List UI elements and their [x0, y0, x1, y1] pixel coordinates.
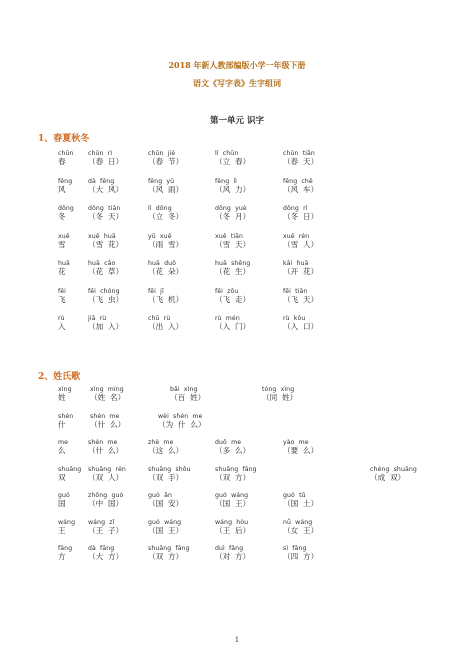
character-entry [58, 386, 72, 403]
hanzi: 姓 [58, 393, 66, 402]
pinyin: guó wáng [215, 492, 249, 499]
pinyin: lì dōng [148, 205, 172, 212]
pinyin: chéng shuāng [370, 465, 417, 473]
word-entry [148, 178, 183, 195]
word-entry [283, 439, 318, 456]
hanzi: （春 天） [283, 157, 319, 166]
hanzi: 入 [58, 322, 66, 331]
word-entry [283, 205, 318, 222]
page-number: 1 [234, 636, 240, 644]
hanzi: （入 门） [215, 322, 251, 331]
word-entry [148, 150, 183, 167]
word-entry [283, 178, 318, 195]
hanzi: （入 口） [283, 322, 319, 331]
pinyin: guó tǔ [283, 492, 306, 499]
word-entry [283, 233, 318, 250]
pinyin: rù mén [215, 315, 240, 322]
pinyin: xuě [58, 232, 70, 240]
pinyin: rù [58, 315, 65, 322]
hanzi: 风 [58, 184, 66, 194]
pinyin: zhè me [148, 439, 174, 446]
hanzi: （花 草） [88, 267, 124, 276]
hanzi: （春 节） [148, 157, 184, 166]
pinyin: fēng chē [283, 177, 313, 185]
word-entry [215, 178, 250, 195]
word-entry [215, 288, 250, 305]
pinyin: zhōng guó [88, 492, 124, 499]
hanzi: （雪 花） [88, 239, 124, 249]
hanzi: （什 么） [88, 446, 124, 455]
hanzi: （冬 天） [88, 212, 124, 221]
section-title: 1、春夏秋冬 [38, 134, 90, 144]
hanzi: （国 王） [148, 525, 184, 535]
hanzi: （国 土） [283, 499, 319, 508]
hanzi: （飞 虫） [88, 294, 124, 304]
word-entry [283, 545, 318, 562]
word-entry [88, 492, 123, 509]
hanzi: （风 雨） [148, 184, 184, 194]
pinyin: xuě huā [88, 232, 116, 240]
character-entry [58, 519, 75, 536]
word-entry [88, 260, 123, 277]
hanzi: （姓 名） [90, 393, 126, 402]
pinyin: fēi chóng [88, 287, 120, 295]
word-entry [215, 233, 250, 250]
pinyin: dōng rì [283, 205, 308, 212]
word-entry [88, 288, 123, 305]
section-title: 2、姓氏歌 [38, 372, 81, 382]
pinyin: shén me [88, 439, 118, 446]
pinyin: huā duǒ [148, 260, 177, 267]
pinyin: shuāng [58, 465, 82, 473]
hanzi: 么 [58, 446, 66, 455]
character-entry [58, 233, 70, 250]
pinyin: chūn [58, 150, 74, 157]
word-entry [215, 150, 250, 167]
hanzi: 雪 [58, 239, 66, 249]
unit-title: 第一单元 识字 [210, 116, 264, 126]
word-entry [215, 466, 257, 483]
word-entry [88, 545, 123, 562]
word-entry [370, 466, 417, 483]
pinyin: lì chūn [215, 150, 239, 157]
hanzi: 王 [58, 525, 66, 535]
hanzi: （雨 雪） [148, 239, 184, 249]
hanzi: （冬 日） [283, 212, 319, 221]
hanzi: （风 车） [283, 184, 319, 194]
hanzi: （百 姓） [170, 393, 206, 402]
pinyin: fēi [58, 287, 67, 295]
pinyin: jiā rù [88, 315, 107, 322]
character-entry [58, 545, 72, 562]
pinyin: fēi tiān [283, 287, 308, 295]
pinyin: huā [58, 260, 70, 267]
word-entry [88, 466, 126, 483]
word-entry [148, 260, 183, 277]
character-entry [58, 205, 74, 222]
pinyin: fāng [58, 545, 73, 552]
hanzi: （国 安） [148, 499, 184, 508]
hanzi: 春 [58, 157, 66, 166]
hanzi: （对 方） [215, 552, 251, 561]
character-entry [58, 492, 70, 509]
hanzi: （加 入） [88, 322, 124, 331]
word-entry [215, 545, 250, 562]
word-entry [215, 260, 250, 277]
hanzi: （飞 走） [215, 294, 251, 304]
pinyin: huā cǎo [88, 260, 116, 267]
hanzi: （雪 天） [215, 239, 251, 249]
word-entry [215, 519, 250, 536]
word-entry [148, 492, 183, 509]
pinyin: shuāng fāng [148, 545, 190, 552]
character-entry [58, 439, 68, 456]
hanzi: （立 春） [215, 157, 251, 166]
hanzi: （雪 人） [283, 239, 319, 249]
hanzi: （同 姓） [262, 393, 298, 402]
word-entry [90, 413, 125, 430]
pinyin: sì fāng [283, 545, 307, 552]
hanzi: 什 [58, 419, 66, 429]
hanzi: 国 [58, 499, 66, 508]
pinyin: wáng [58, 518, 76, 526]
pinyin: shén [58, 412, 74, 420]
pinyin: bǎi xìng [170, 386, 198, 393]
pinyin: nǚ wáng [283, 518, 313, 526]
pinyin: shén me [90, 412, 120, 420]
word-entry [90, 386, 125, 403]
pinyin: guó wáng [148, 518, 182, 526]
word-entry [283, 288, 318, 305]
word-entry [88, 150, 123, 167]
pinyin: guó ān [148, 492, 172, 499]
word-entry [215, 439, 250, 456]
pinyin: fēi jī [148, 287, 164, 295]
hanzi: （大 风） [88, 184, 124, 194]
hanzi: （双 方） [148, 552, 184, 561]
hanzi: （冬 月） [215, 212, 251, 221]
hanzi: （为 什 么） [158, 419, 206, 429]
pinyin: shuāng fāng [215, 465, 257, 473]
hanzi: （什 么） [90, 419, 126, 429]
pinyin: guó [58, 492, 70, 499]
hanzi: （双 方） [215, 472, 251, 482]
character-entry [58, 150, 74, 167]
word-entry [88, 315, 123, 332]
hanzi: （多 么） [215, 446, 251, 455]
pinyin: dōng yuè [215, 205, 247, 212]
word-entry [148, 466, 191, 483]
word-entry [148, 545, 190, 562]
hanzi: 双 [58, 472, 66, 482]
pinyin: xuě tiān [215, 232, 244, 240]
pinyin: dà fēng [88, 177, 115, 185]
pinyin: fēi zǒu [215, 287, 239, 295]
pinyin: chūn jié [148, 150, 176, 157]
pinyin: dōng [58, 205, 74, 212]
word-entry [170, 386, 205, 403]
character-entry [58, 178, 72, 195]
hanzi: （风 力） [215, 184, 251, 194]
pinyin: chū rù [148, 315, 171, 322]
pinyin: fēng yǔ [148, 177, 175, 185]
hanzi: 飞 [58, 294, 66, 304]
hanzi: （花 朵） [148, 267, 184, 276]
hanzi: （要 么） [283, 446, 319, 455]
word-entry [88, 178, 123, 195]
character-entry [58, 466, 81, 483]
pinyin: dōng tiān [88, 205, 121, 212]
word-entry [283, 260, 318, 277]
character-entry [58, 413, 73, 430]
hanzi: （开 花） [283, 267, 319, 276]
pinyin: duō me [215, 439, 242, 446]
hanzi: （中 国） [88, 499, 124, 508]
pinyin: wáng hòu [215, 518, 249, 526]
character-entry [58, 315, 66, 332]
header-subtitle: 语文《写字表》生字组词 [193, 78, 281, 88]
hanzi: （王 子） [88, 525, 124, 535]
hanzi: （双 人） [88, 472, 124, 482]
hanzi: （女 王） [283, 525, 319, 535]
pinyin: shuāng rén [88, 465, 126, 473]
pinyin: wèi shén me [158, 412, 203, 420]
word-entry [148, 439, 183, 456]
pinyin: huā shēng [215, 260, 251, 267]
hanzi: 方 [58, 552, 66, 561]
hanzi: （出 入） [148, 322, 184, 331]
word-entry [283, 150, 318, 167]
pinyin: yào me [283, 439, 309, 446]
word-entry [262, 386, 297, 403]
pinyin: fēng [58, 177, 73, 185]
pinyin: kāi huā [283, 260, 309, 267]
word-entry [148, 519, 183, 536]
hanzi: （双 手） [148, 472, 184, 482]
pinyin: xuě rén [283, 232, 310, 240]
pinyin: duì fāng [215, 545, 244, 552]
pinyin: tóng xìng [262, 386, 295, 393]
word-entry [148, 205, 183, 222]
hanzi: （成 双） [370, 472, 406, 482]
word-entry [88, 205, 123, 222]
pinyin: chūn rì [88, 150, 113, 157]
hanzi: （飞 机） [148, 294, 184, 304]
word-entry [215, 492, 250, 509]
hanzi: （飞 天） [283, 294, 319, 304]
word-entry [158, 413, 206, 430]
hanzi: （花 生） [215, 267, 251, 276]
word-entry [283, 492, 318, 509]
pinyin: me [58, 439, 69, 446]
pinyin: shuāng shǒu [148, 465, 191, 473]
hanzi: （春 日） [88, 157, 124, 166]
pinyin: yǔ xuě [148, 232, 172, 240]
hanzi: 冬 [58, 212, 66, 221]
word-entry [148, 233, 183, 250]
header-title: 2018 年新人教部编版小学一年级下册 [168, 60, 306, 70]
character-entry [58, 288, 66, 305]
hanzi: （这 么） [148, 446, 184, 455]
word-entry [283, 519, 318, 536]
hanzi: （大 方） [88, 552, 124, 561]
word-entry [215, 205, 250, 222]
pinyin: chūn tiān [283, 150, 315, 157]
character-entry [58, 260, 70, 277]
word-entry [88, 519, 123, 536]
hanzi: （四 方） [283, 552, 319, 561]
pinyin: wáng zǐ [88, 518, 115, 526]
pinyin: dà fāng [88, 545, 115, 552]
hanzi: （立 冬） [148, 212, 184, 221]
hanzi: （王 后） [215, 525, 251, 535]
pinyin: fēng lì [215, 177, 238, 185]
hanzi: （国 王） [215, 499, 251, 508]
pinyin: xìng [58, 386, 72, 393]
word-entry [283, 315, 318, 332]
word-entry [148, 315, 183, 332]
word-entry [148, 288, 183, 305]
word-entry [88, 439, 123, 456]
word-entry [88, 233, 123, 250]
word-entry [215, 315, 250, 332]
pinyin: rù kǒu [283, 315, 306, 322]
pinyin: xìng míng [90, 386, 124, 393]
hanzi: 花 [58, 267, 66, 276]
